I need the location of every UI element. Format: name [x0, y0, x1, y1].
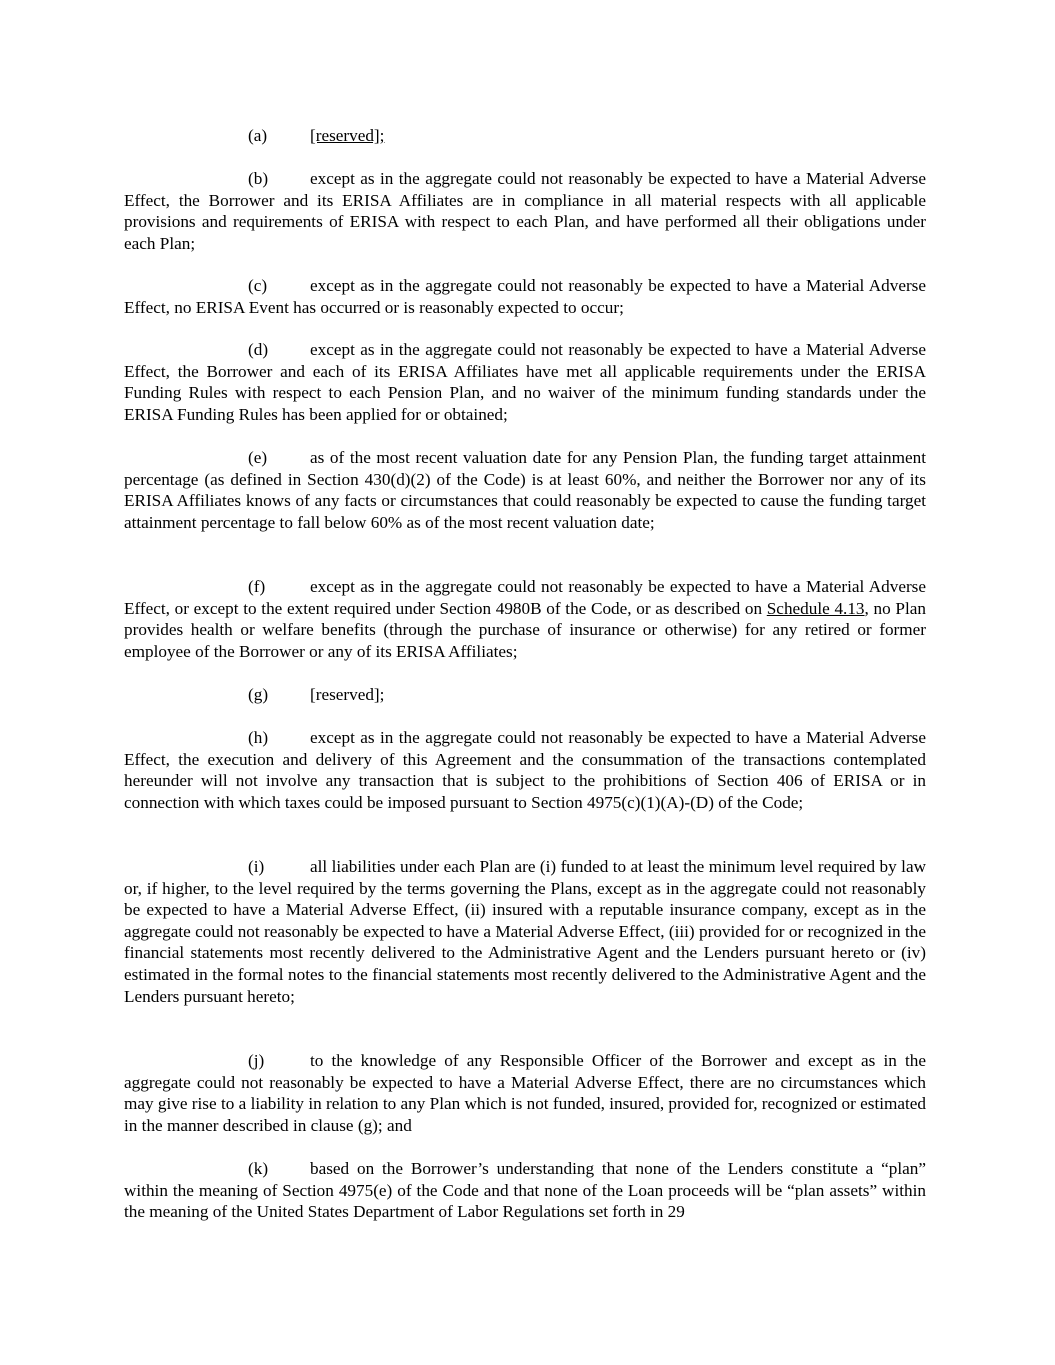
clause-label: (g): [248, 685, 269, 704]
clause-i: [124, 856, 926, 1007]
clause-text: except as in the aggregate could not reasonably be expected to have a Material Adverse Effect, no ERISA Event has occurred or is reasonably expected to occur;: [124, 276, 926, 317]
clause-label: (c): [248, 276, 268, 295]
clause-text: all liabilities under each Plan are (i) funded to at least the minimum level required by law or, if higher, to the level required by the terms governing the Plans, except as in the aggregate could not reasonably be expected to have a Material Adverse Effect, (ii) insured with a reputable insurance company, except as in the aggregate could not reasonably be expected to have a Material Adverse Effect, (iii) provided for or recognized in the financial statements most recently delivered to the Administrative Agent and the Lenders pursuant hereto or (iv) estimated in the formal notes to the financial statements most recently delivered to the Administrative Agent and the Lenders pursuant hereto;: [124, 857, 926, 1006]
clause-g: [124, 684, 926, 706]
clause-j: [124, 1050, 926, 1136]
clause-label: (d): [248, 340, 269, 359]
clause-text: except as in the aggregate could not reasonably be expected to have a Material Adverse Effect, the Borrower and its ERISA Affiliates are in compliance in all material respects with all applicable provisions and requirements of ERISA with respect to each Plan, and have performed all their obligations under each Plan;: [124, 169, 926, 253]
clause-text: to the knowledge of any Responsible Officer of the Borrower and except as in the aggregate could not reasonably be expected to have a Material Adverse Effect, there are no circumstances which may give rise to a liability in relation to any Plan which is not funded, insured, provided for, recognized or estimated in the manner described in clause (g); and: [124, 1051, 926, 1135]
clause-a: [124, 125, 926, 147]
clause-c: [124, 275, 926, 318]
clause-b: [124, 168, 926, 254]
clause-text: as of the most recent valuation date for any Pension Plan, the funding target attainment percentage (as defined in Section 430(d)(2) of the Code) is at least 60%, and neither the Borrower nor any of its ERISA Affiliates knows of any facts or circumstances that could reasonably be expected to cause the funding target attainment percentage to fall below 60% as of the most recent valuation date;: [124, 448, 926, 532]
clause-label: (f): [248, 577, 266, 596]
clause-label: (a): [248, 126, 268, 145]
clause-label: (k): [248, 1159, 269, 1178]
schedule-reference: Schedule 4.13: [766, 598, 865, 618]
clause-label: (i): [248, 857, 265, 876]
clause-f: [124, 576, 926, 662]
clause-text: [reserved];: [310, 126, 385, 145]
clause-e: [124, 447, 926, 533]
clause-text-continued: , no Plan provides health or welfare benefits (through the purchase of insurance or otherwise) for any retired or former employee of the Borrower or any of its ERISA Affiliates;: [124, 598, 926, 661]
clause-text: based on the Borrower’s understanding that none of the Lenders constitute a “plan” within the meaning of Section 4975(e) of the Code and that none of the Loan proceeds will be “plan assets” within the meaning of the United States Department of Labor Regulations set forth in 29: [124, 1159, 926, 1222]
clause-k: [124, 1158, 926, 1223]
clause-h: [124, 727, 926, 813]
clause-label: (b): [248, 169, 269, 188]
clause-label: (j): [248, 1051, 265, 1070]
clause-text: except as in the aggregate could not reasonably be expected to have a Material Adverse Effect, or except to the extent required under Section 4980B of the Code, or as described on: [124, 577, 926, 618]
clause-label: (e): [248, 448, 268, 467]
clause-label: (h): [248, 728, 269, 747]
clause-text: [reserved];: [310, 685, 385, 704]
clause-d: [124, 339, 926, 425]
clause-text: except as in the aggregate could not reasonably be expected to have a Material Adverse Effect, the Borrower and each of its ERISA Affiliates have met all applicable requirements under the ERISA Funding Rules with respect to each Pension Plan, and no waiver of the minimum funding standards under the ERISA Funding Rules has been applied for or obtained;: [124, 340, 926, 424]
clause-text: except as in the aggregate could not reasonably be expected to have a Material Adverse Effect, the execution and delivery of this Agreement and the consummation of the transactions contemplated hereunder will not involve any transaction that is subject to the prohibitions of Section 406 of ERISA or in connection with which taxes could be imposed pursuant to Section 4975(c)(1)(A)-(D) of the Code;: [124, 728, 926, 812]
